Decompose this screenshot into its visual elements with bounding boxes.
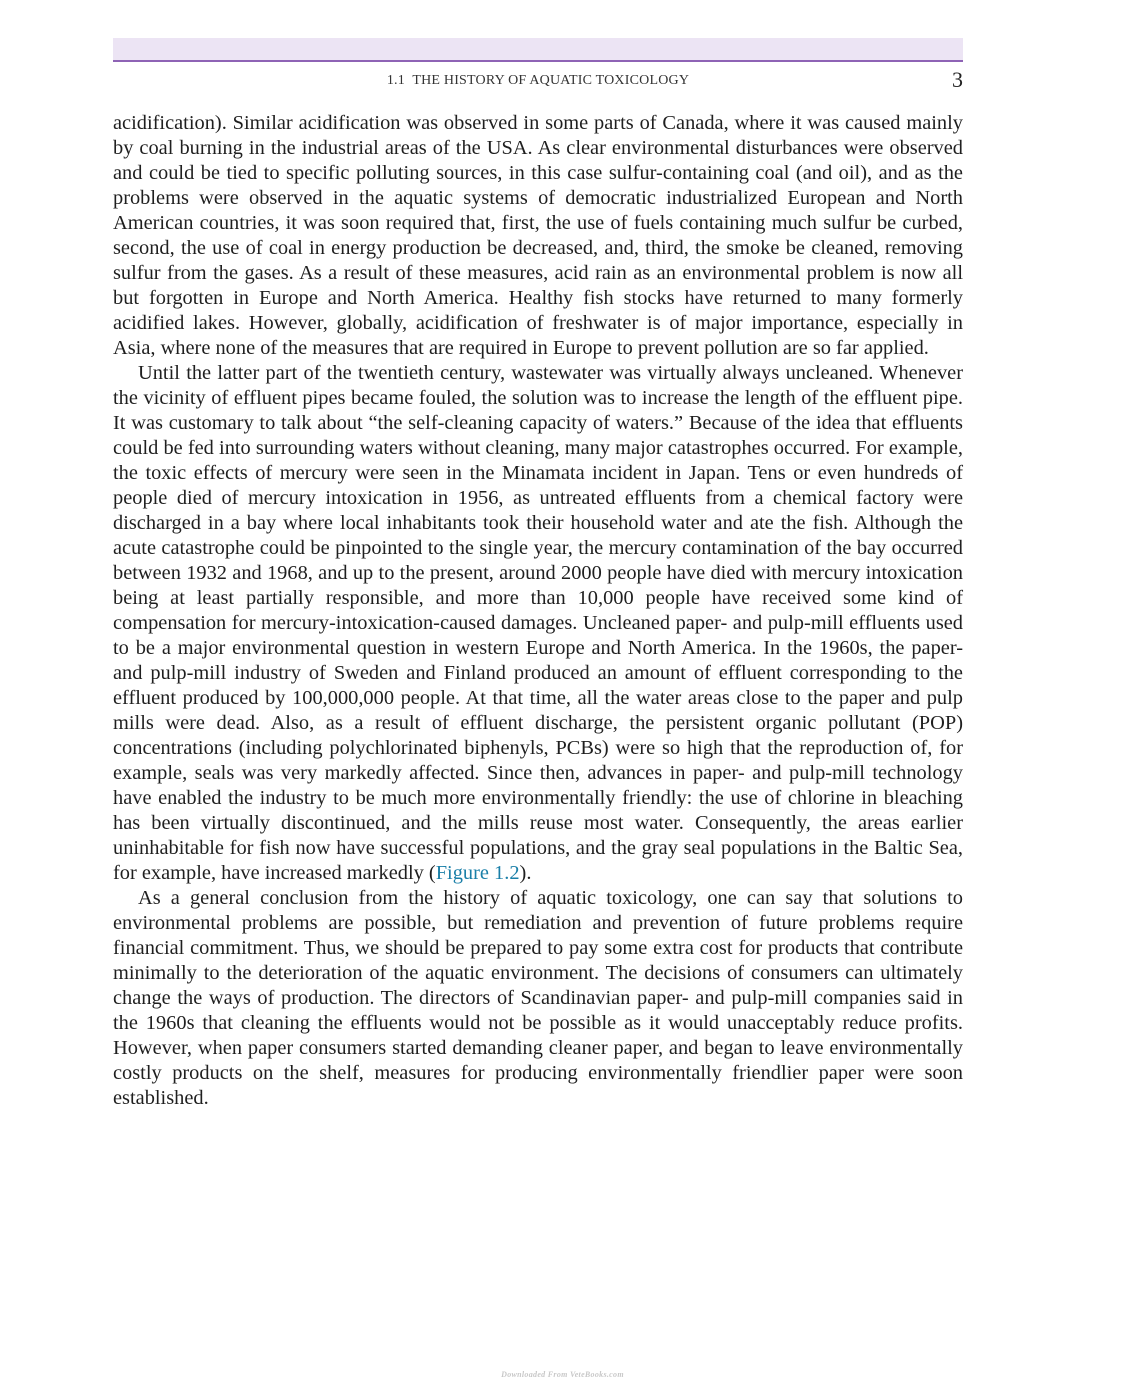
- running-head: [113, 73, 963, 89]
- body-text: [113, 111, 963, 1111]
- figure-1-2-link[interactable]: Figure 1.2: [435, 862, 520, 884]
- paragraph-2-text: Until the latter part of the twentieth century, wastewater was virtually always uncleaned. Whenever the vicinity of effluent pipes became fouled, the solution was to increase the length of the effluent pipe. It was customary to talk about “the self-cleaning capacity of waters.” Because of the idea that effluents could be fed into surrounding waters without cleaning, many major catastrophes occurred. For example, the toxic effects of mercury were seen in the Minamata incident in Japan. Tens or even hundreds of people died of mercury intoxication in 1956, as untreated effluents from a chemical factory were discharged in a bay where local inhabitants took their household water and ate the fish. Although the acute catastrophe could be pinpointed to the single year, the mercury contamination of the bay occurred between 1932 and 1968, and up to the present, around 2000 people have died with mercury intoxication being at least partially responsible, and more than 10,000 people have received some kind of compensation for mercury-intoxication-caused damages. Uncleaned paper- and pulp-mill effluents used to be a major environmental question in western Europe and North America. In the 1960s, the paper- and pulp-mill industry of Sweden and Finland produced an amount of effluent corresponding to the effluent produced by 100,000,000 people. At that time, all the water areas close to the paper and pulp mills were dead. Also, as a result of effluent discharge, the persistent organic pollutant (POP) concentrations (including polychlorinated biphenyls, PCBs) were so high that the reproduction of, for example, seals was very markedly affected. Since then, advances in paper- and pulp-mill technology have enabled the industry to be much more environmentally friendly: the use of chlorine in bleaching has been virtually discontinued, and the mills reuse most water. Consequently, the areas earlier uninhabitable for fish now have successful populations, and the gray seal populations in the Baltic Sea, for example, have increased markedly (: [113, 362, 963, 884]
- paragraph-1: acidification). Similar acidification was observed in some parts of Canada, where it was caused mainly by coal burning in the industrial areas of the USA. As clear environmental disturbances were observed and could be tied to specific polluting sources, in this case sulfur-containing coal (and oil), and as the problems were observed in the aquatic systems of democratic industrialized European and North American countries, it was soon required that, first, the use of fuels containing much sulfur be curbed, second, the use of coal in energy production be decreased, and, third, the smoke be cleaned, removing sulfur from the gases. As a result of these measures, acid rain as an environmental problem is now all but forgotten in Europe and North America. Healthy fish stocks have returned to many formerly acidified lakes. However, globally, acidification of freshwater is of major importance, especially in Asia, where none of the measures that are required in Europe to prevent pollution are so far applied.: [113, 112, 963, 359]
- paragraph-2-end: ).: [519, 862, 532, 884]
- page-number: 3: [952, 67, 963, 92]
- paragraph-2: [113, 361, 963, 886]
- download-watermark: Downloaded From VeteBooks.com: [501, 1370, 624, 1379]
- running-head-section: 1.1: [386, 73, 405, 88]
- running-head-title: THE HISTORY OF AQUATIC TOXICOLOGY: [412, 73, 690, 88]
- header-rule: [113, 60, 963, 62]
- paragraph-3: As a general conclusion from the history of aquatic toxicology, one can say that solutions to environmental problems are possible, but remediation and prevention of future problems require financial commitment. Thus, we should be prepared to pay some extra cost for products that contribute minimally to the deterioration of the aquatic environment. The decisions of consumers can ultimately change the ways of production. The directors of Scandinavian paper- and pulp-mill companies said in the 1960s that cleaning the effluents would not be possible as it would unacceptably reduce profits. However, when paper consumers started demanding cleaner paper, and began to leave environmentally costly products on the shelf, measures for producing environmentally friendlier paper were soon established.: [113, 887, 963, 1109]
- header-band: [113, 38, 963, 60]
